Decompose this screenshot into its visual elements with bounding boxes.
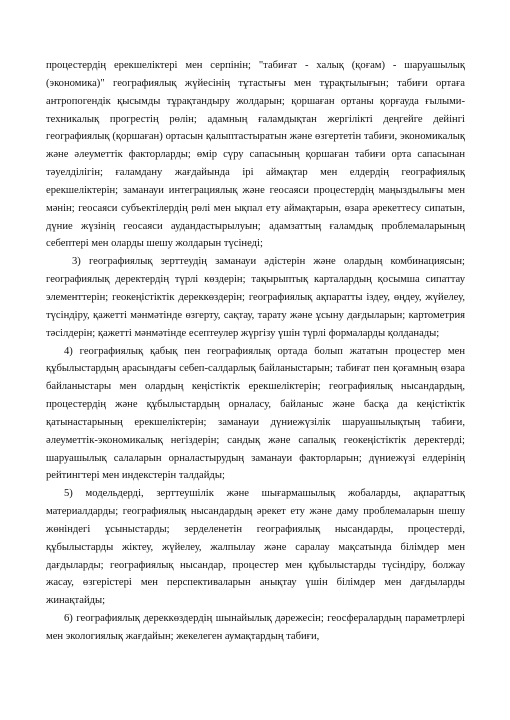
- paragraph-item-4: 4) географиялық қабық пен географиялық ортада болып жататын процестер мен құбылыстардың арасындағы себеп-салдарлық байланыстарын; табиғат пен қоғамның өзара байланыстары мен олардың кеңістіктік ерекшеліктерін; географиялық нысандардың, процестердің және құбылыстардың орналасу, байланыс және басқа да кеңістіктік қатынастарының ерекшеліктерін; заманауи дүниежүзілік шаруашылықтың табиғи, әлеуметтік-экономикалық негіздерін; сандық және сапалық геокеңістіктік деректерді; шаруашылық салаларын орналастырудың заманауи факторларын; дүниежүзі елдерінің рейтингтері мен индекстерін талдайды;: [46, 345, 465, 482]
- paragraph-item-3: 3) географиялық зерттеудің заманауи әдістерін және олардың комбинациясын; географиялық деректердің түрлі көздерін; тақырыптық карталардың қосымша сипаттау элементтерін; геокеңістіктік дереккөздерін; географиялық ақпаратты іздеу, өңдеу, жүйелеу, түсіндіру, қажетті мәнмәтінде өзгерту, сақтау, тарату және ұсыну дағдыларын; картометрия тәсілдерін; қажетті мәнмәтінде есептеулер жүргізу үшін түрлі формаларды қолданады;: [46, 256, 465, 339]
- paragraph-1: процестердің ерекшеліктері мен серпінін; "табиғат - халық (қоғам) - шаруашылық (экономика)" географиялық жүйесінің тұтастығы мен тұрақтылығын; табиғи ортаға антропогендік қысымды тұрақтандыру жолдарын; қоршаған ортаны қорғауда ғылыми-техникалық прогрестің рөлін; адамның ғаламдықтан жергілікті деңгейге дейінгі географиялық (қоршаған) ортасын қалыптастыратын және өзгертетін табиғи, экономикалық және әлеуметтік факторларды; өмір сүру сапасының қоршаған табиғи орта сапасынан тәуелділігін; ғаламдану жағдайында ірі аймақтар мен елдердің географиялық ерекшеліктерін; заманауи интеграциялық және геосаяси процестердің маңыздылығы мен мәнін; геосаяси субъектілердің рөлі мен ықпал ету аймақтарын, өзара әрекеттесу сипатын, дүние жүзінің геосаяси аудандастырылуын; адамзаттың ғаламдық проблемаларының себептері мен оларды шешу жолдарын түсінеді;: [46, 60, 465, 250]
- document-page: [46, 57, 465, 646]
- paragraph-item-6: 6) географиялық дереккөздердің шынайылық дәрежесін; геосфералардың параметрлері мен экологиялық жағдайын; жекелеген аумақтардың табиғи,: [46, 613, 465, 642]
- paragraph-item-5: 5) модельдерді, зерттеушілік және шығармашылық жобаларды, ақпараттық материалдарды; географиялық нысандардың әрекет ету және даму проблемаларын шешу жөніндегі ұсыныстарды; зерделенетін географиялық нысандарды, процестерді, құбылыстарды жіктеу, жүйелеу, жалпылау және саралау мақсатында білімдер мен дағдыларды; географиялық нысандар, процестер мен құбылыстарды түсіндіру, болжау жасау, өзгерістері мен перспективаларын анықтау үшін білімдер мен дағдыларды жинақтайды;: [46, 488, 465, 607]
